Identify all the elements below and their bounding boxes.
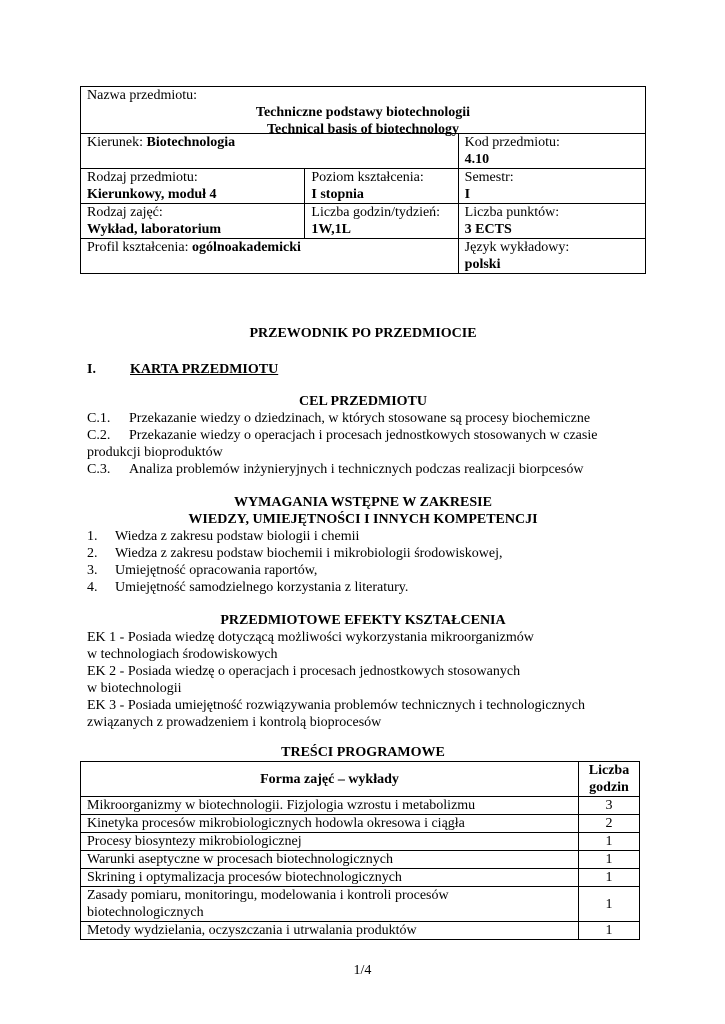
language-label: Język wykładowy:	[464, 240, 570, 255]
code-cell	[458, 134, 645, 169]
requirement-text: Umiejętność samodzielnego korzystania z literatury.	[115, 580, 409, 595]
program-hours: 1	[579, 887, 640, 922]
goal-text: Przekazanie wiedzy o dziedzinach, w których stosowane są procesy biochemiczne	[129, 411, 591, 426]
program-hours: 1	[579, 851, 640, 869]
classes-label: Rodzaj zajęć:	[87, 205, 163, 220]
goal-item	[87, 410, 639, 427]
hours-label: Liczba godzin/tydzień:	[311, 205, 441, 220]
program-hours-header-line2: godzin	[589, 780, 629, 795]
program-hours-header-line1: Liczba	[588, 763, 630, 778]
outcome-item-continuation: związanych z prowadzeniem i kontrolą bioprocesów	[87, 715, 382, 730]
program-topic: Zasady pomiaru, monitoringu, modelowania i kontroli procesów	[87, 888, 449, 903]
table-row	[81, 869, 640, 887]
hours-value: 1W,1L	[311, 222, 351, 237]
requirement-text: Wiedza z zakresu podstaw biochemii i mikrobiologii środowiskowej,	[115, 546, 503, 561]
requirement-item	[87, 579, 639, 596]
subject-name-en: Technical basis of biotechnology	[266, 122, 459, 137]
requirement-text: Wiedza z zakresu podstaw biologii i chemii	[115, 529, 360, 544]
goal-item	[87, 427, 639, 444]
requirements-title-line1: WYMAGANIA WSTĘPNE W ZAKRESIE	[234, 495, 492, 510]
requirement-item	[87, 545, 639, 562]
requirement-item	[87, 562, 639, 579]
page-number: 1/4	[353, 963, 372, 978]
level-value: I stopnia	[311, 187, 364, 202]
goals-title: CEL PRZEDMIOTU	[299, 394, 427, 409]
requirements-list	[87, 528, 639, 596]
requirement-number: 3.	[87, 563, 98, 578]
subject-info-table	[80, 86, 646, 274]
classes-value: Wykład, laboratorium	[87, 222, 222, 237]
program-topic: Warunki aseptyczne w procesach biotechnologicznych	[81, 851, 579, 869]
guide-title: PRZEWODNIK PO PRZEDMIOCIE	[249, 326, 477, 341]
language-cell	[458, 239, 645, 274]
program-form-header: Forma zajęć – wykłady	[81, 762, 579, 797]
program-topic: Kinetyka procesów mikrobiologicznych hodowla okresowa i ciągła	[81, 815, 579, 833]
goal-item-continuation: produkcji bioproduktów	[87, 445, 223, 460]
hours-cell	[305, 204, 458, 239]
outcomes-title: PRZEDMIOTOWE EFEKTY KSZTAŁCENIA	[220, 613, 506, 628]
language-value: polski	[464, 257, 501, 272]
outcome-item: EK 3 - Posiada umiejętność rozwiązywania problemów technicznych i technologicznych	[87, 698, 585, 713]
code-value: 4.10	[464, 152, 490, 167]
program-hours: 2	[579, 815, 640, 833]
semester-cell	[458, 169, 645, 204]
program-title: TREŚCI PROGRAMOWE	[281, 745, 445, 760]
table-row	[81, 887, 640, 922]
program-header-row	[81, 762, 640, 797]
program-table	[80, 761, 640, 940]
type-cell	[81, 169, 305, 204]
type-label: Rodzaj przedmiotu:	[87, 170, 198, 185]
program-topic: Skrining i optymalizacja procesów biotechnologicznych	[81, 869, 579, 887]
type-value: Kierunkowy, moduł 4	[87, 187, 217, 202]
program-topic-cell	[81, 887, 579, 922]
requirement-item	[87, 528, 639, 545]
program-hours: 3	[579, 797, 640, 815]
subject-name-label: Nazwa przedmiotu:	[87, 88, 198, 103]
goal-text: Przekazanie wiedzy o operacjach i procesach jednostkowych stosowanych w czasie	[129, 428, 598, 443]
goal-code: C.1.	[87, 411, 111, 426]
points-value: 3 ECTS	[464, 222, 512, 237]
goals-list	[87, 410, 639, 478]
goal-item	[87, 461, 639, 478]
requirements-title-line2: WIEDZY, UMIEJĘTNOŚCI I INNYCH KOMPETENCJI	[188, 512, 538, 527]
goal-code: C.2.	[87, 428, 111, 443]
outcome-item: EK 2 - Posiada wiedzę o operacjach i procesach jednostkowych stosowanych	[87, 664, 521, 679]
profile-value: ogólnoakademicki	[191, 240, 301, 255]
field-cell	[81, 134, 459, 169]
field-label: Kierunek:	[87, 135, 147, 150]
level-label: Poziom kształcenia:	[311, 170, 424, 185]
subject-name-pl: Techniczne podstawy biotechnologii	[255, 105, 471, 120]
profile-cell	[81, 239, 459, 274]
program-hours: 1	[579, 869, 640, 887]
semester-value: I	[464, 187, 471, 202]
table-row	[81, 815, 640, 833]
requirement-number: 4.	[87, 580, 98, 595]
field-value: Biotechnologia	[146, 135, 236, 150]
program-topic-continuation: biotechnologicznych	[87, 905, 204, 920]
outcome-item-continuation: w technologiach środowiskowych	[87, 647, 278, 662]
table-row	[81, 833, 640, 851]
table-row	[81, 851, 640, 869]
classes-cell	[81, 204, 305, 239]
profile-label: Profil kształcenia:	[87, 240, 192, 255]
points-label: Liczba punktów:	[464, 205, 560, 220]
program-topic: Mikroorganizmy w biotechnologii. Fizjologia wzrostu i metabolizmu	[81, 797, 579, 815]
semester-label: Semestr:	[464, 170, 514, 185]
points-cell	[458, 204, 645, 239]
subject-name-cell	[81, 87, 646, 137]
program-hours: 1	[579, 833, 640, 851]
outcome-item-continuation: w biotechnologii	[87, 681, 182, 696]
program-hours: 1	[579, 922, 640, 940]
outcomes-list	[87, 629, 639, 731]
requirement-number: 2.	[87, 546, 98, 561]
table-row	[81, 922, 640, 940]
code-label: Kod przedmiotu:	[464, 135, 560, 150]
program-topic: Procesy biosyntezy mikrobiologicznej	[81, 833, 579, 851]
program-hours-header	[579, 762, 640, 797]
outcome-item: EK 1 - Posiada wiedzę dotyczącą możliwości wykorzystania mikroorganizmów	[87, 630, 534, 645]
requirement-number: 1.	[87, 529, 98, 544]
section-number: I.	[87, 362, 96, 377]
goal-text: Analiza problemów inżynieryjnych i technicznych podczas realizacji biorpcesów	[129, 462, 584, 477]
goal-code: C.3.	[87, 462, 111, 477]
program-topic: Metody wydzielania, oczyszczania i utrwalania produktów	[81, 922, 579, 940]
requirement-text: Umiejętność opracowania raportów,	[115, 563, 318, 578]
section-title: KARTA PRZEDMIOTU	[130, 362, 279, 377]
table-row	[81, 797, 640, 815]
level-cell	[305, 169, 458, 204]
